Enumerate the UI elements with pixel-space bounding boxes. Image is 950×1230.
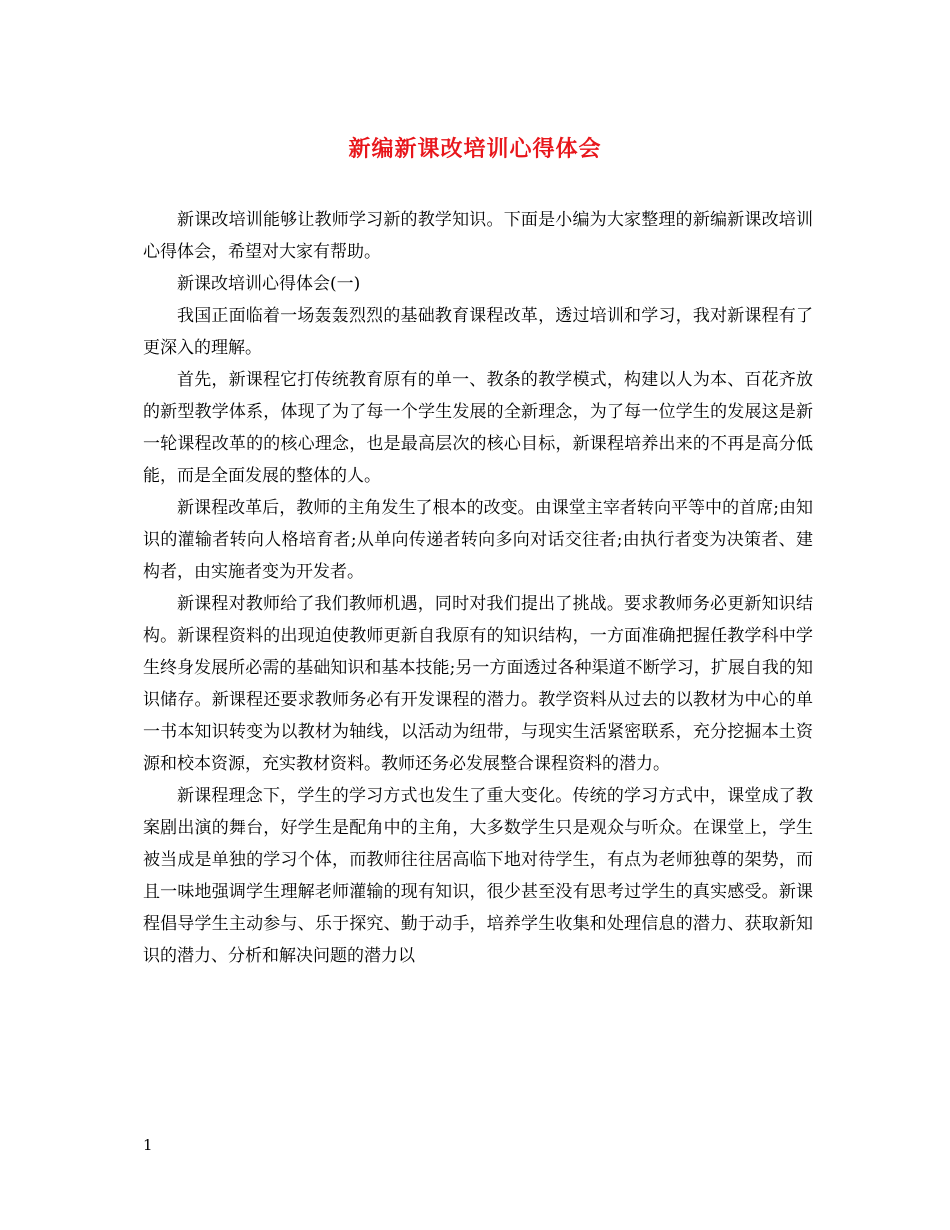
paragraph: 新课程理念下，学生的学习方式也发生了重大变化。传统的学习方式中，课堂成了教案剧出演的舞台，好学生是配角中的主角，大多数学生只是观众与听众。在课堂上，学生被当成是单独的学习个体，而教师往往居高临下地对待学生，有点为老师独尊的架势，而且一味地强调学生理解老师灌输的现有知识，很少甚至没有思考过学生的真实感受。新课程倡导学生主动参与、乐于探究、勤于动手，培养学生收集和处理信息的潜力、获取新知识的潜力、分析和解决问题的潜力以 bbox=[143, 786, 813, 966]
document-title: 新编新课改培训心得体会 bbox=[348, 136, 602, 162]
paragraph: 新课程改革后，教师的主角发生了根本的改变。由课堂主宰者转向平等中的首席;由知识的灌输者转向人格培育者;从单向传递者转向多向对话交往者;由执行者变为决策者、建构者，由实施者变为开发者。 bbox=[143, 498, 813, 582]
section-heading: 新课改培训心得体会(一) bbox=[177, 274, 361, 294]
paragraph: 我国正面临着一场轰轰烈烈的基础教育课程改革，透过培训和学习，我对新课程有了更深入的理解。 bbox=[143, 306, 813, 358]
page-number: 1 bbox=[143, 1136, 153, 1154]
document-body bbox=[143, 204, 813, 972]
paragraph: 新课程对教师给了我们教师机遇，同时对我们提出了挑战。要求教师务必更新知识结构。新课程资料的出现迫使教师更新自我原有的知识结构，一方面准确把握任教学科中学生终身发展所必需的基础知识和基本技能;另一方面透过各种渠道不断学习，扩展自我的知识储存。新课程还要求教师务必有开发课程的潜力。教学资料从过去的以教材为中心的单一书本知识转变为以教材为轴线，以活动为纽带，与现实生活紧密联系，充分挖掘本土资源和校本资源，充实教材资料。教师还务必发展整合课程资料的潜力。 bbox=[143, 594, 813, 774]
paragraph: 首先，新课程它打传统教育原有的单一、教条的教学模式，构建以人为本、百花齐放的新型教学体系，体现了为了每一个学生发展的全新理念，为了每一位学生的发展这是新一轮课程改革的的核心理念，也是最高层次的核心目标，新课程培养出来的不再是高分低能，而是全面发展的整体的人。 bbox=[143, 370, 813, 486]
paragraph-intro: 新课改培训能够让教师学习新的教学知识。下面是小编为大家整理的新编新课改培训心得体会，希望对大家有帮助。 bbox=[143, 210, 813, 262]
